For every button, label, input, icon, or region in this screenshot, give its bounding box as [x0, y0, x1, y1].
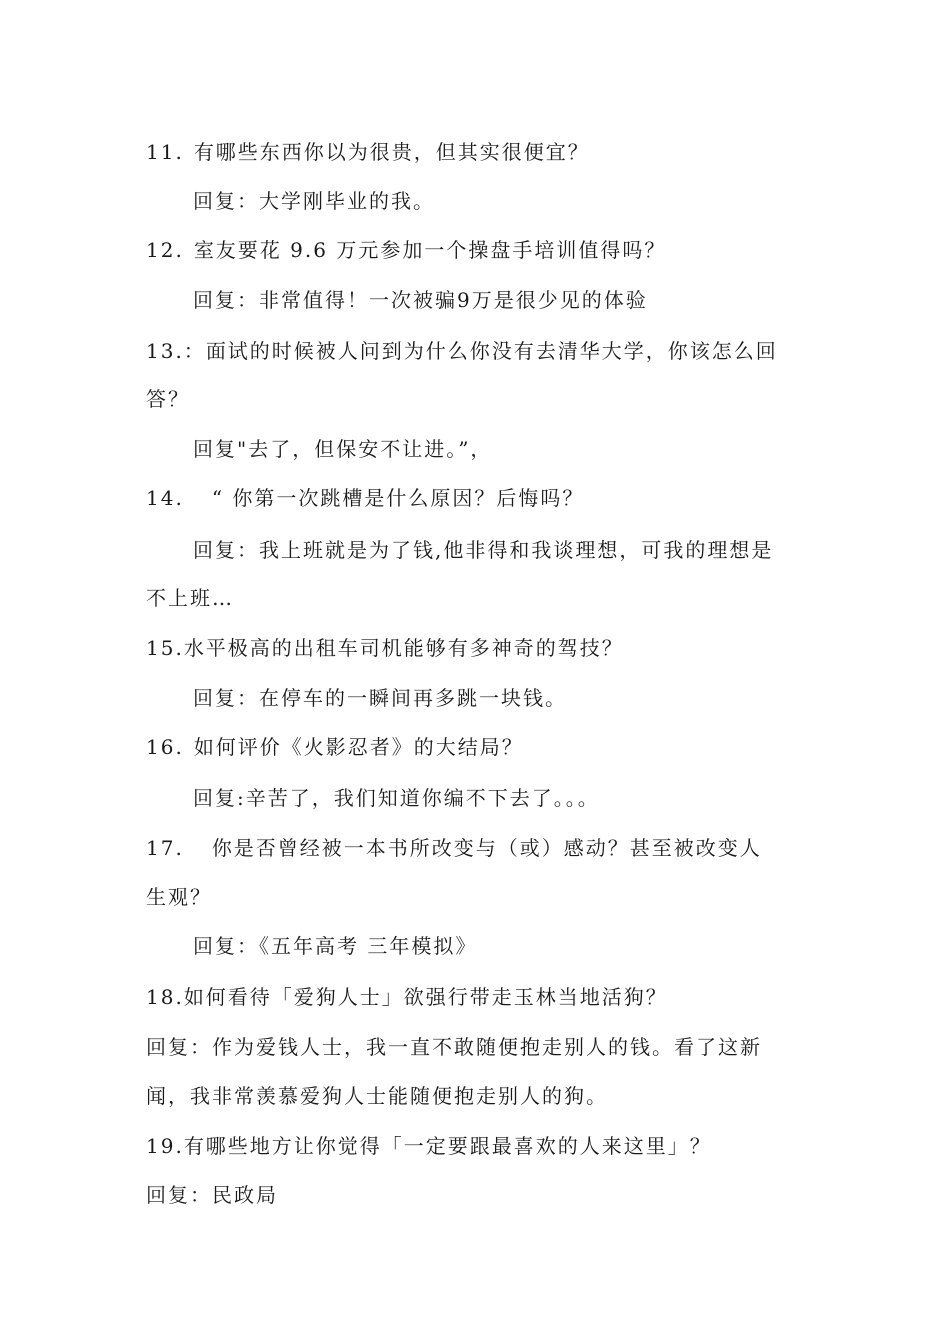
question-text-line1: 你是否曾经被一本书所改变与（或）感动？甚至被改变人 — [211, 836, 762, 860]
reply-16: 回复:辛苦了，我们知道你编不下去了。。。 — [193, 786, 600, 810]
question-17-line2: 生观？ — [146, 885, 212, 909]
question-text: 如何评价《火影忍者》的大结局？ — [193, 735, 524, 759]
question-text: 如何看待「爱狗人士」欲强行带走玉林当地活狗？ — [183, 985, 668, 1009]
question-12 — [146, 237, 816, 263]
question-15 — [146, 635, 816, 661]
reply-14-line1: 回复：我上班就是为了钱,他非得和我谈理想，可我的理想是 — [193, 538, 774, 562]
question-11 — [146, 139, 816, 165]
question-text: 有哪些东西你以为很贵，但其实很便宜？ — [193, 140, 590, 164]
reply-13: 回复"去了，但保安不让进。”， — [193, 437, 493, 461]
question-17 — [146, 835, 816, 861]
reply-18-line1: 回复：作为爱钱人士，我一直不敢随便抱走别人的钱。看了这新 — [146, 1035, 762, 1059]
reply-14-line2: 不上班… — [146, 586, 234, 610]
question-13-line2: 答？ — [146, 387, 190, 411]
question-number: 18. — [146, 985, 184, 1009]
question-number: 11. — [146, 140, 184, 164]
reply-19: 回复：民政局 — [146, 1183, 278, 1207]
question-19 — [146, 1133, 816, 1159]
question-number: 13.： — [146, 339, 206, 363]
question-16 — [146, 734, 816, 760]
question-number: 16. — [146, 735, 184, 759]
question-number: 17. — [146, 836, 184, 860]
question-text: 室友要花 9.6 万元参加一个操盘手培训值得吗？ — [193, 238, 667, 262]
question-text: “ 你第一次跳槽是什么原因？后悔吗？ — [211, 486, 585, 510]
question-text: 有哪些地方让你觉得「一定要跟最喜欢的人来这里」？ — [183, 1134, 712, 1158]
reply-17: 回复：《五年高考 三年模拟》 — [193, 934, 478, 958]
reply-15: 回复：在停车的一瞬间再多跳一块钱。 — [193, 686, 567, 710]
reply-11: 回复：大学刚毕业的我。 — [193, 189, 435, 213]
question-18 — [146, 984, 816, 1010]
question-number: 15. — [146, 636, 184, 660]
question-text: 水平极高的出租车司机能够有多神奇的驾技？ — [183, 636, 624, 660]
question-text-line1: 面试的时候被人问到为什么你没有去清华大学，你该怎么回 — [205, 339, 778, 363]
question-number: 12. — [146, 238, 184, 262]
question-number: 19. — [146, 1134, 184, 1158]
question-14 — [146, 485, 816, 511]
reply-12: 回复：非常值得！一次被骗9万是很少见的体验 — [193, 288, 648, 312]
reply-18-line2: 闻，我非常羡慕爱狗人士能随便抱走别人的狗。 — [146, 1084, 608, 1108]
question-13 — [146, 338, 816, 364]
question-number: 14. — [146, 486, 184, 510]
